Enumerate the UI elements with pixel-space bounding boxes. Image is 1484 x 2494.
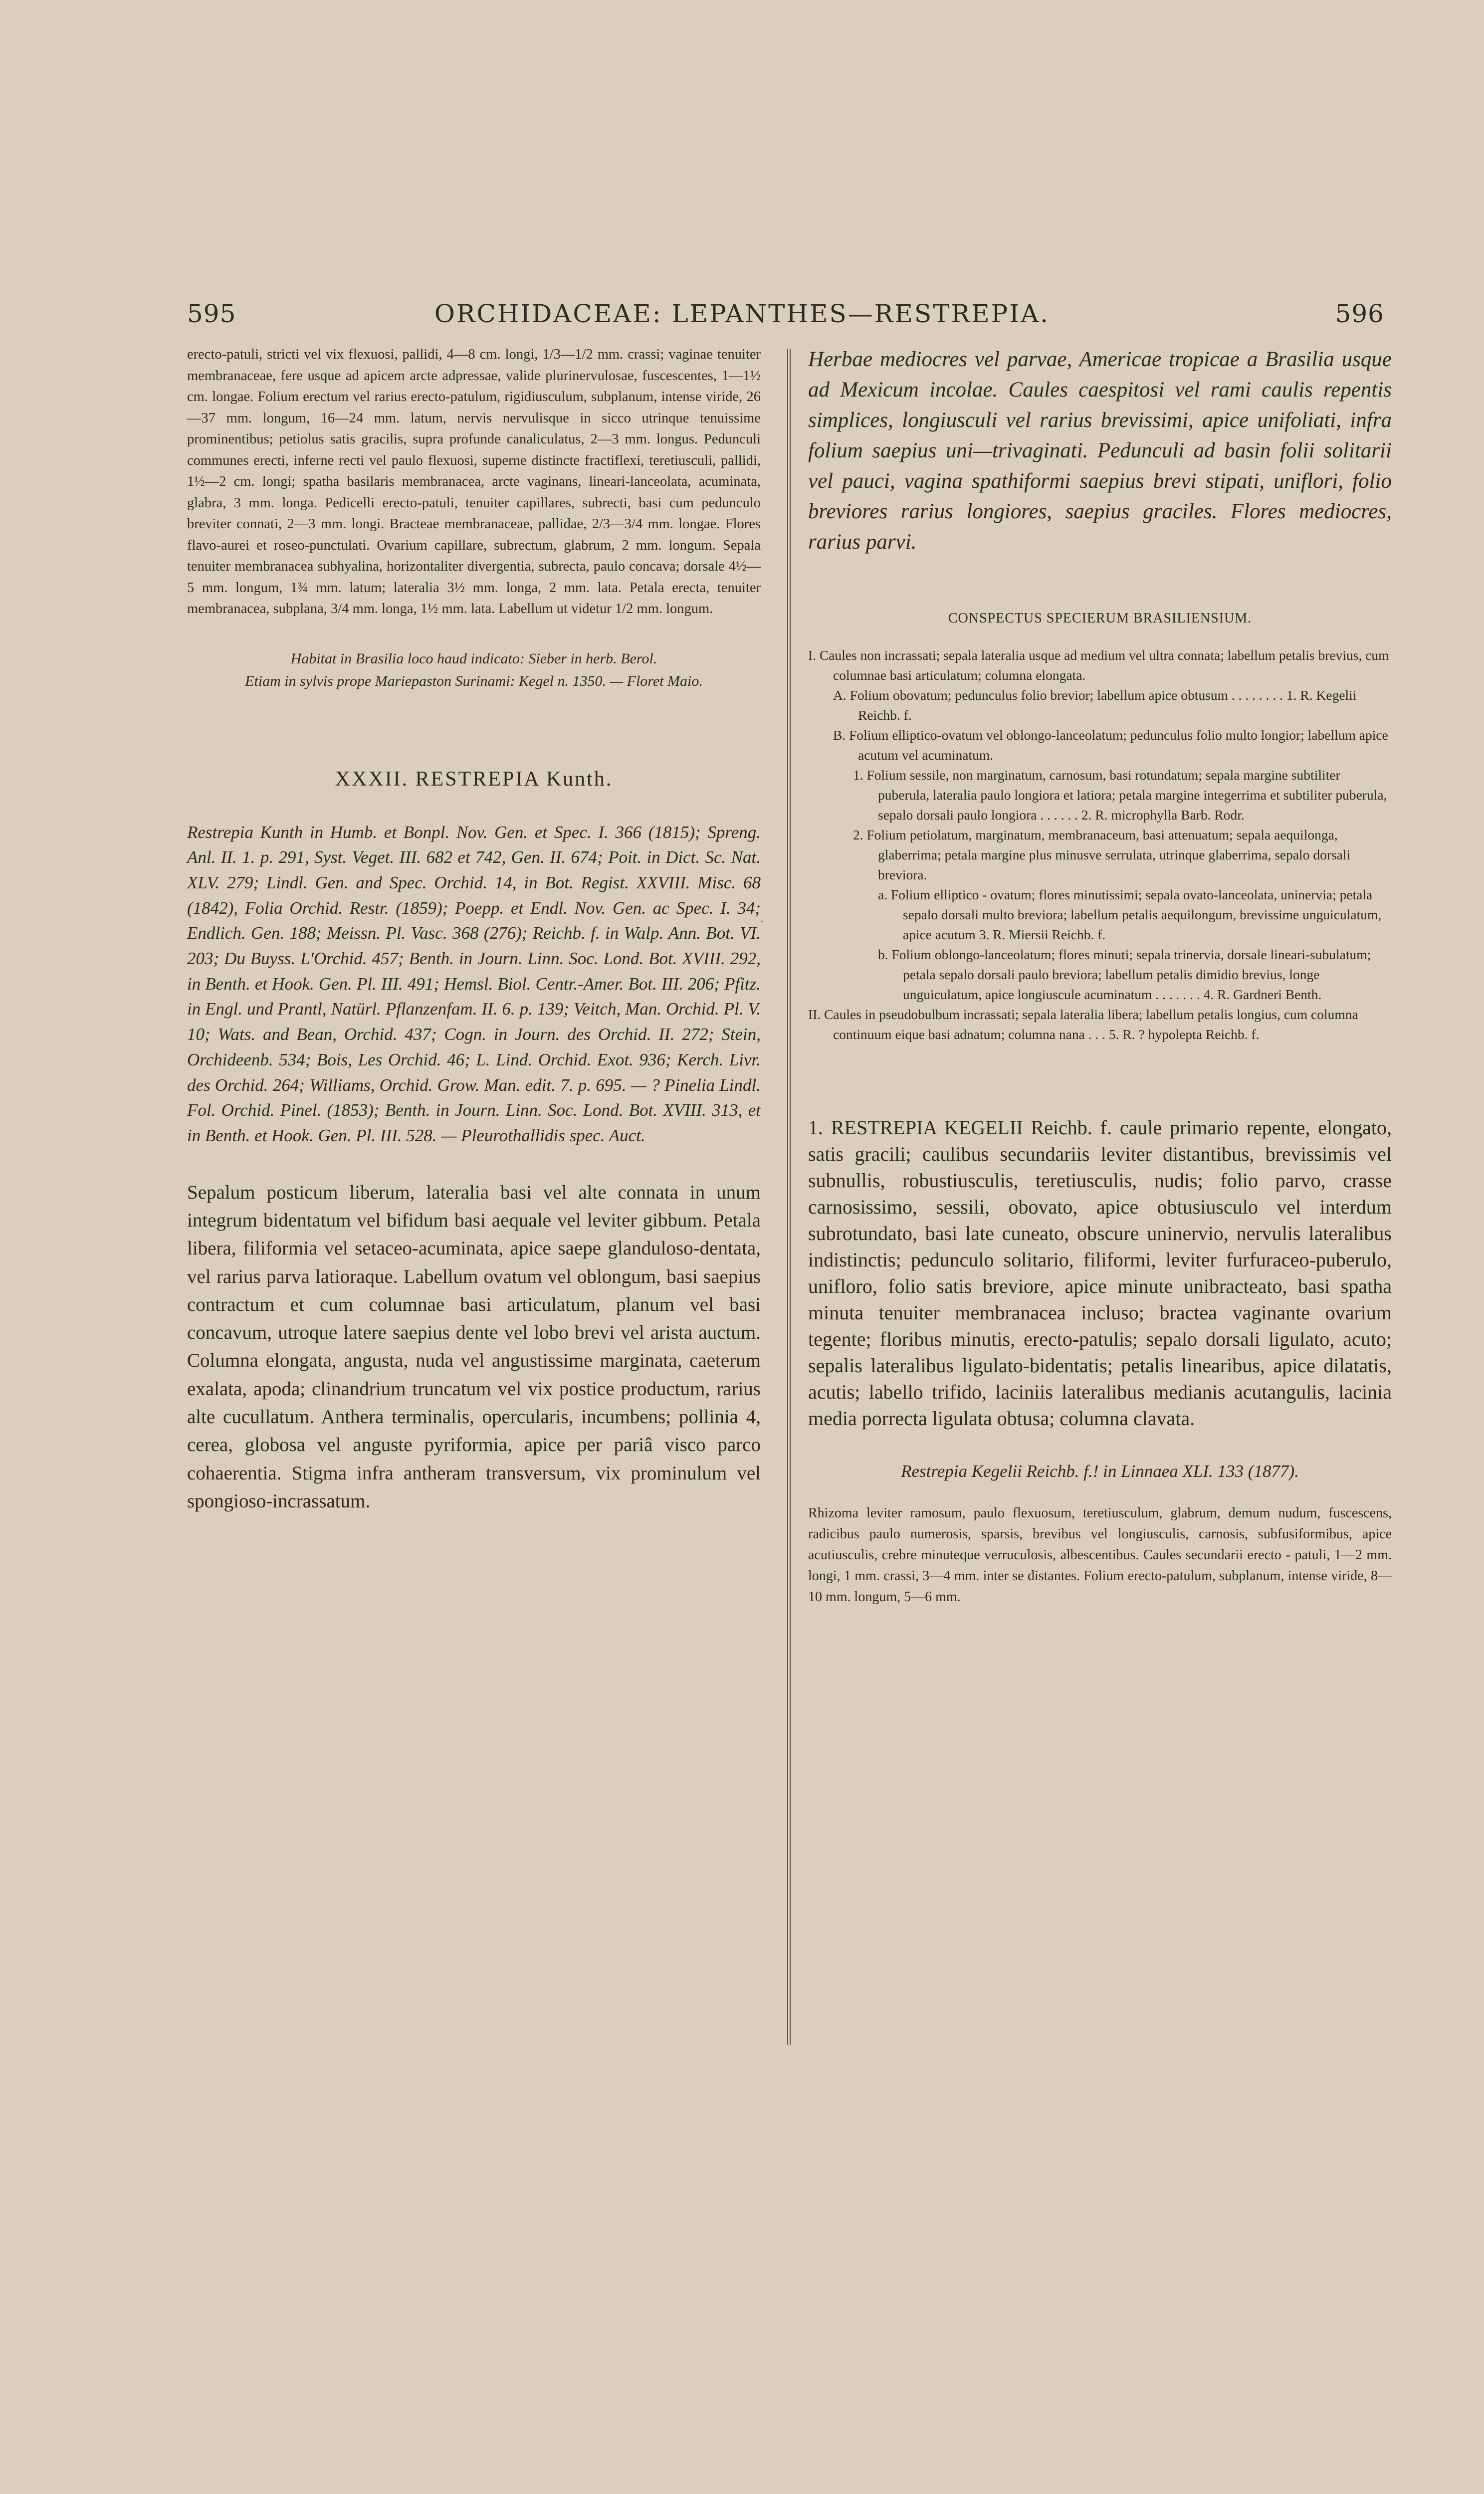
key-entry: 2. Folium petiolatum, marginatum, membranaceum, basi attenuatum; sepala aequilonga, glaberrima; petala margine plus minusve serrulata, utrinque glaberrima, sepalo dorsali breviora. (853, 827, 1351, 882)
key-entry: II. Caules in pseudobulbum incrassati; sepala lateralia libera; labellum petalis longius, cum columna continuum eique basi adnatum; columna nana . . . 5. R. ? hypolepta Reichb. f. (808, 1007, 1358, 1042)
margin-mark: · (760, 913, 765, 931)
key-entry: 1. Folium sessile, non marginatum, carnosum, basi rotundatum; sepala margine subtiliter puberula, lateralia paulo longiora et latiora; petala margine integerrima et subtiliter puberula, sepalo dorsali paulo longiora . . . . . . 2. R. microphylla Barb. Rodr. (853, 767, 1387, 823)
habitat-line-1: Habitat in Brasilia loco haud indicato: Sieber in herb. Berol. (290, 650, 657, 667)
conspectus-heading: CONSPECTUS SPECIERUM BRASILIENSIUM. (948, 611, 1252, 626)
species-description-continued: erecto-patuli, stricti vel vix flexuosi, pallidi, 4—8 cm. longi, 1/3—1/2 mm. crassi; vaginae tenuiter membranaceae, fere usque ad apicem arcte adpressae, valide plurinervulosae, fuscescentes, 1—1½ cm. longae. Folium erectum vel rarius erecto-patulum, rigidiusculum, subplanum, intense viride, 26—37 mm. longum, 16—24 mm. latum, nervis nervulisque in sicco utrinque tenuissime prominentibus; petiolus satis gracilis, supra profunde canaliculatus, 2—3 mm. longus. Pedunculi communes erecti, inferne recti vel paulo flexuosi, superne distincte fractiflexi, teretiusculi, pallidi, 1½—2 cm. longi; spatha basilaris membranacea, arcte vaginans, lineari-lanceolata, acuminata, glabra, 3 mm. longa. Pedicelli erecto-patuli, tenuiter capillares, subrecti, basi cum pedunculo breviter connati, 2—3 mm. longi. Bracteae membranaceae, pallidae, 2/3—3/4 mm. longae. Flores flavo-aurei et roseo-punctulati. Ovarium capillare, subrectum, glabrum, 2 mm. longum. Sepala tenuiter membranacea subhyalina, horizontaliter divergentia, subrecta, paulo concava; dorsale 4½—5 mm. longum, 1¾ mm. latum; lateralia 3½ mm. longa, 2 mm. lata. Petala erecta, tenuiter membranacea, subplana, 3/4 mm. longa, 1½ mm. lata. Labellum ut videtur 1/2 mm. longum. (187, 347, 761, 617)
species-description: caule primario repente, elongato, satis gracili; caulibus secundariis leviter distantibus, brevissimis vel subnullis, robustiusculis, teretiusculis, nudis; folio parvo, crasse carnosissimo, sessili, obovato, apice obtusiusculo vel interdum subrotundato, basi late cuneato, obscure uninervio, nervulis lateralibus indistinctis; pedunculo solitario, filiformi, leviter furfuraceo-puberulo, unifloro, folio satis breviore, apice minute unibracteato, basi spatha minuta tenuiter membranacea incluso; bractea vaginante ovarium tegente; floribus minutis, erecto-patulis; sepalo dorsali ligulato, acuto; sepalis lateralibus ligulato-bidentatis; petalis linearibus, apice dilatatis, acutis; labello trifido, laciniis lateralibus medianis acutangulis, lacinia media porrecta ligulata obtusa; columna clavata. (808, 1116, 1392, 1430)
rhizome-description: Rhizoma leviter ramosum, paulo flexuosum, teretiusculum, glabrum, demum nudum, fuscescens, radicibus paulo numerosis, sparsis, brevibus vel longiusculis, carnosis, subfusiformibus, apice acutiusculis, crebre minuteque verruculosis, albescentibus. Caules secundarii erecto - patuli, 1—2 mm. longi, 1 mm. crassi, 3—4 mm. inter se distantes. Folium erecto-patulum, subplanum, intense viride, 8—10 mm. longum, 5—6 mm. (808, 1505, 1392, 1605)
page-number-left: 595 (187, 299, 236, 328)
key-entry: a. Folium elliptico - ovatum; flores minutissimi; sepala ovato-lanceolata, uninervia; petala sepalo dorsali multo breviora; labellum petalis aequilongum, brevissime unguiculatum, apice acutum 3. R. Miersii Reichb. f. (878, 887, 1382, 942)
page-number-right: 596 (1335, 299, 1384, 328)
genus-intro: Herbae mediocres vel parvae, Americae tropicae a Brasilia usque ad Mexicum incolae. Caules caespitosi vel rami caulis repentis simplices, longiusculi vel rarius brevissimi, apice unifoliati, infra folium saepius uni—trivaginati. Pedunculi ad basin folii solitarii vel pauci, vagina spathiformi saepius brevi stipati, uniflori, folio breviores rarius longiores, saepius graciles. Flores mediocres, rarius parvi. (808, 348, 1392, 554)
running-title: ORCHIDACEAE: LEPANTHES—RESTREPIA. (434, 299, 1050, 328)
genus-references: Restrepia Kunth in Humb. et Bonpl. Nov. Gen. et Spec. I. 366 (1815); Spreng. Anl. II. 1. p. 291, Syst. Veget. III. 682 et 742, Gen. II. 674; Poit. in Dict. Sc. Nat. XLV. 279; Lindl. Gen. and Spec. Orchid. 14, in Bot. Regist. XXVIII. Misc. 68 (1842), Folia Orchid. Restr. (1859); Poepp. et Endl. Nov. Gen. ac Spec. I. 34; Endlich. Gen. 188; Meissn. Pl. Vasc. 368 (276); Reichb. f. in Walp. Ann. Bot. VI. 203; Du Buyss. L'Orchid. 457; Benth. in Journ. Linn. Soc. Lond. Bot. XVIII. 292, in Benth. et Hook. Gen. Pl. III. 491; Hemsl. Biol. Centr.-Amer. Bot. III. 206; Pfitz. in Engl. und Prantl, Natürl. Pflanzenfam. II. 6. p. 139; Veitch, Man. Orchid. Pl. V. 10; Wats. and Bean, Orchid. 437; Cogn. in Journ. des Orchid. II. 272; Stein, Orchideenb. 534; Bois, Les Orchid. 46; L. Lind. Orchid. Exot. 936; Kerch. Livr. des Orchid. 264; Williams, Orchid. Grow. Man. edit. 7. p. 695. — ? Pinelia Lindl. Fol. Orchid. Pinel. (1853); Benth. in Journ. Linn. Soc. Lond. Bot. XVIII. 313, et in Benth. et Hook. Gen. Pl. III. 528. — Pleurothallidis spec. Auct. (187, 822, 761, 1145)
species-title: 1. RESTREPIA KEGELII Reichb. f. (808, 1116, 1112, 1139)
left-column (187, 344, 761, 1515)
habitat-line-2: Etiam in sylvis prope Mariepaston Surinami: Kegel n. 1350. — Floret Maio. (245, 672, 703, 689)
genus-heading: XXXII. RESTREPIA Kunth. (335, 767, 613, 791)
key-entry: A. Folium obovatum; pedunculus folio brevior; labellum apice obtusum . . . . . . . . 1. R. Kegelii Reichb. f. (833, 687, 1357, 723)
habitat-note (187, 647, 761, 692)
right-column (808, 344, 1392, 1608)
species-reference: Restrepia Kegelii Reichb. f.! in Linnaea XLI. 133 (1877). (901, 1461, 1299, 1481)
key-entry: B. Folium elliptico-ovatum vel oblongo-lanceolatum; pedunculus folio multo longior; labellum apice acutum vel acuminatum. (833, 727, 1388, 763)
key-entry: I. Caules non incrassati; sepala lateralia usque ad medium vel ultra connata; labellum petalis brevius, cum columnae basi articulatum; columna elongata. (808, 647, 1389, 683)
species-key (808, 645, 1392, 1044)
species-entry (808, 1114, 1392, 1432)
genus-description: Sepalum posticum liberum, lateralia basi vel alte connata in unum integrum bidentatum vel bifidum basi aequale vel leviter gibbum. Petala libera, filiformia vel setaceo-acuminata, apice saepe glanduloso-dentata, vel rarius parva latioraque. Labellum ovatum vel oblongum, basi saepius contractum et cum columnae basi articulatum, planum vel basi concavum, utroque latere saepius dente vel lobo brevi vel arista auctum. Columna elongata, angusta, nuda vel angustissime marginata, caeterum exalata, apoda; clinandrium truncatum vel vix postice productum, rarius alte cucullatum. Anthera terminalis, opercularis, incumbens; pollinia 4, cerea, globosa vel anguste pyriformia, apice per pariâ visco parco cohaerentia. Stigma infra antheram transversum, vix prominulum vel spongioso-incrassatum. (187, 1181, 761, 1512)
key-entry: b. Folium oblongo-lanceolatum; flores minuti; sepala trinervia, dorsale lineari-subulatum; petala sepalo dorsali paulo breviora; labellum petalis dimidio brevius, longe unguiculatum, apice longiuscule acuminatum . . . . . . . 4. R. Gardneri Benth. (878, 947, 1371, 1002)
column-divider (787, 349, 791, 2045)
